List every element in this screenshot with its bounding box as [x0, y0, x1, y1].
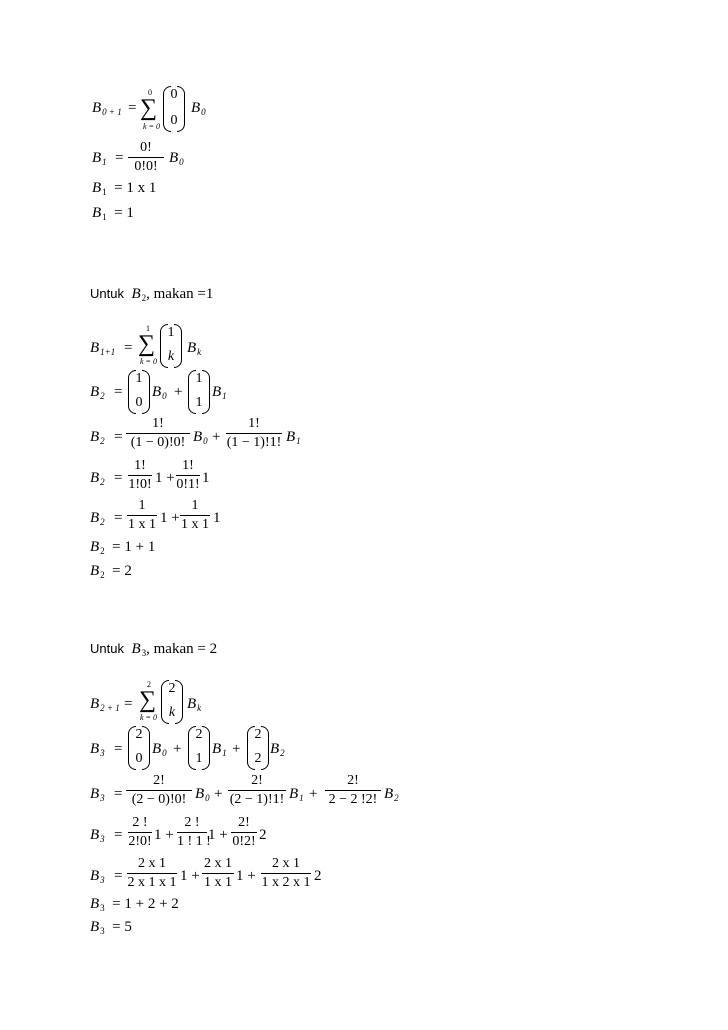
- fraction: 1! 0!1!: [176, 458, 200, 492]
- equals-sign: =: [114, 510, 123, 526]
- fraction: 2 x 1 1 x 1: [204, 856, 232, 890]
- multiplier: 1 +: [208, 827, 228, 843]
- fraction: 1! (1 − 1)!1!: [226, 416, 282, 450]
- lhs-var: $B_3$: [90, 786, 105, 803]
- term: $B_0$: [193, 429, 208, 446]
- lhs-var: $B_2$: [90, 429, 105, 446]
- equation-line: $B_3 = 5$: [90, 919, 132, 936]
- lhs-var: $B_{2 + 1}$: [90, 696, 120, 713]
- equals-sign: =: [124, 696, 133, 712]
- binomial: 1 k: [160, 324, 182, 366]
- multiplier: 1 +: [154, 827, 174, 843]
- equation-line: $B_1 = 1$: [92, 205, 134, 222]
- term: $B_1$: [212, 741, 227, 758]
- sigma-symbol: ∑: [140, 95, 158, 121]
- fraction: 0! 0!0!: [128, 140, 164, 175]
- fraction: 2! (2 − 1)!1!: [229, 773, 285, 807]
- equals-sign: =: [114, 741, 123, 757]
- multiplier: 1 +: [236, 868, 256, 884]
- multiplier: 1: [213, 510, 221, 526]
- term: $B_0$: [152, 384, 167, 401]
- lhs-var: $B_1$: [92, 150, 107, 167]
- binomial: 2 0: [128, 726, 150, 768]
- fraction: 1! 1!0!: [128, 458, 152, 492]
- term: $B_2$: [270, 741, 285, 758]
- equals-sign: =: [124, 340, 133, 356]
- multiplier: 2: [259, 827, 267, 843]
- sum-upper-limit: 1: [146, 324, 150, 333]
- multiplier: 1 +: [180, 868, 200, 884]
- binomial: 1 1: [188, 370, 210, 412]
- sum-lower-limit: k = 0: [143, 122, 160, 131]
- fraction: 2! 2 − 2 !2!: [325, 773, 381, 808]
- equals-sign: =: [114, 827, 123, 843]
- plus-sign: +: [232, 741, 241, 757]
- section-heading: Untuk $B_3$, makan = 2: [90, 641, 218, 658]
- sum-upper-limit: 2: [147, 680, 151, 689]
- equals-sign: =: [128, 100, 137, 116]
- equals-sign: =: [114, 470, 123, 486]
- fraction: 2! 0!2!: [232, 815, 256, 849]
- equals-sign: =: [115, 150, 124, 166]
- sigma-symbol: ∑: [138, 331, 156, 357]
- multiplier: 1: [202, 470, 210, 486]
- rhs-term: $B_k$: [187, 340, 202, 357]
- term: $B_0$: [152, 741, 167, 758]
- term: $B_2$: [384, 786, 399, 803]
- term: $B_1$: [289, 786, 304, 803]
- plus-sign: +: [174, 384, 183, 400]
- plus-sign: +: [212, 429, 221, 445]
- fraction: 2! (2 − 0)!0!: [126, 773, 192, 808]
- plus-sign: +: [173, 741, 182, 757]
- equation-line: $B_2 = 1 + 1$: [90, 539, 156, 556]
- lhs-var: $B_2$: [90, 384, 105, 401]
- equation-line: $B_2 = 2$: [90, 563, 132, 580]
- sigma-symbol: ∑: [139, 687, 157, 713]
- binomial: 2 2: [247, 726, 269, 768]
- equation-line: $B_3 = 1 + 2 + 2$: [90, 896, 179, 913]
- sum-upper-limit: 0: [148, 88, 152, 97]
- multiplier: 1 +: [160, 510, 180, 526]
- equals-sign: =: [114, 429, 123, 445]
- multiplier: 2: [314, 868, 322, 884]
- term: $B_0$: [195, 786, 210, 803]
- lhs-var: $B_3$: [90, 827, 105, 844]
- multiplier: 1 +: [155, 470, 175, 486]
- lhs-var: $B_{0 + 1}$: [92, 100, 122, 117]
- lhs-var: $B_2$: [90, 510, 105, 527]
- fraction: 1 1 x 1: [181, 498, 209, 532]
- section-heading: Untuk $B_2$, makan =1: [90, 286, 214, 303]
- sum-lower-limit: k = 0: [140, 713, 157, 722]
- binomial: 1 0: [128, 370, 150, 412]
- equation-line: $B_1 = 1$ x 1: [92, 180, 157, 197]
- binomial: 2 1: [188, 726, 210, 768]
- fraction: 1 1 x 1: [128, 498, 156, 532]
- fraction: 1! (1 − 0)!0!: [126, 416, 190, 451]
- lhs-var: $B_3$: [90, 741, 105, 758]
- lhs-var: $B_{1+1}$: [90, 340, 116, 357]
- equals-sign: =: [114, 384, 123, 400]
- term: $B_1$: [212, 384, 227, 401]
- fraction: 2 ! 2!0!: [128, 815, 152, 849]
- rhs-term: $B_k$: [187, 696, 202, 713]
- binomial: 2 k: [161, 680, 183, 722]
- lhs-var: $B_3$: [90, 868, 105, 885]
- equals-sign: =: [114, 868, 123, 884]
- rhs-term: $B_0$: [191, 100, 206, 117]
- plus-sign: +: [309, 786, 318, 802]
- fraction: 2 x 1 2 x 1 x 1: [127, 856, 177, 890]
- lhs-var: $B_2$: [90, 470, 105, 487]
- fraction: 2 ! 1 ! 1 !: [177, 815, 211, 849]
- term: $B_1$: [286, 429, 301, 446]
- fraction: 2 x 1 1 x 2 x 1: [261, 856, 311, 890]
- plus-sign: +: [214, 786, 223, 802]
- binomial: 0 0: [163, 86, 185, 130]
- sum-lower-limit: k = 0: [140, 357, 157, 366]
- rhs-term: $B_0$: [169, 150, 184, 167]
- equals-sign: =: [114, 786, 123, 802]
